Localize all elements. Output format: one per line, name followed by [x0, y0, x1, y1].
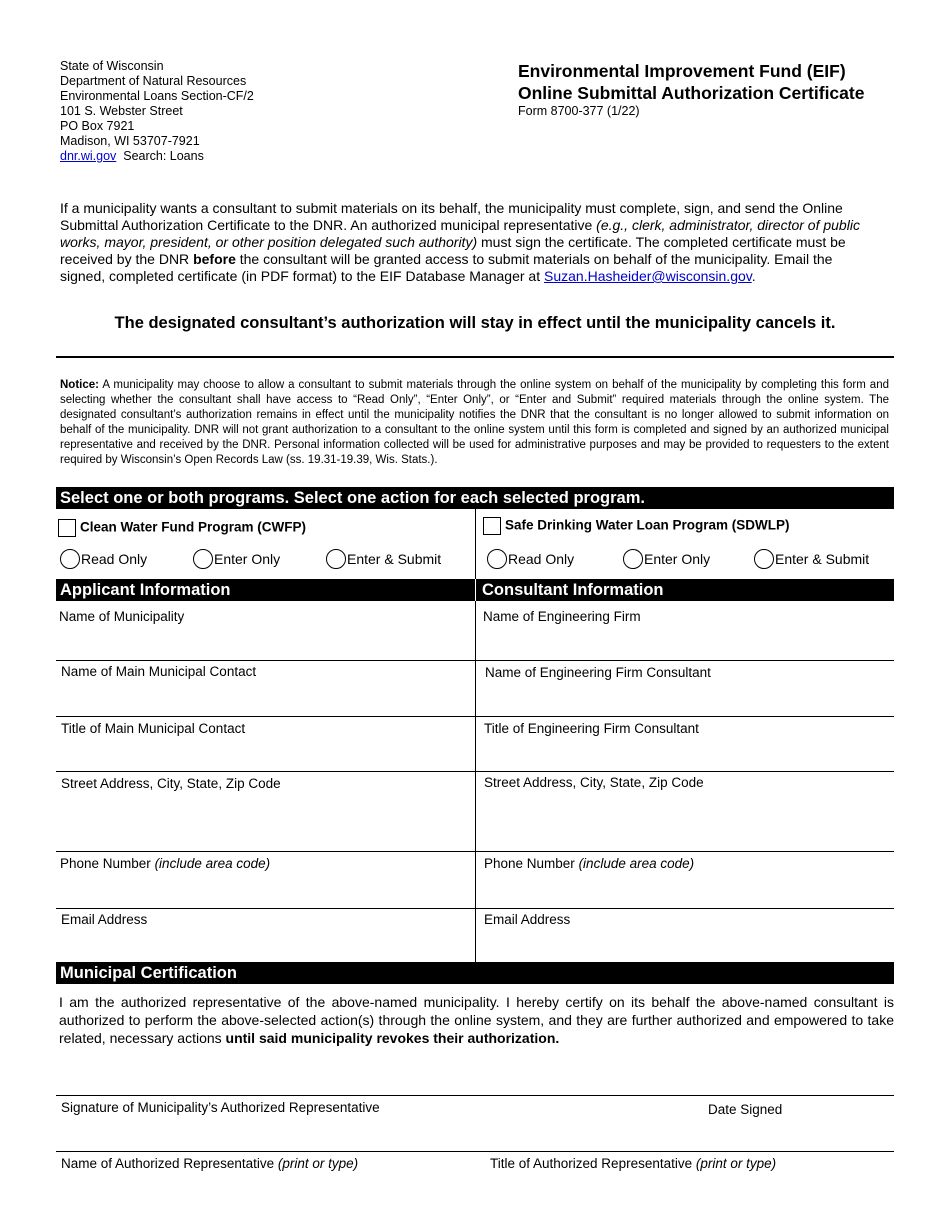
cwfp-checkbox[interactable]: [58, 519, 76, 537]
print-note: (print or type): [277, 1156, 359, 1171]
radio-circle[interactable]: [487, 549, 507, 569]
program-selection-header: Select one or both programs. Select one action for each selected program.: [56, 487, 894, 509]
email-link[interactable]: Suzan.Hasheider@wisconsin.gov: [544, 268, 752, 284]
date-signed-field[interactable]: Date Signed: [708, 1102, 783, 1117]
certification-body: I am the authorized representative of the above-named municipality. I hereby certify on its behalf the above-named consultant is authorized to perform the above-selected action(s) through the online system, and they are further authorized and empowered to take related, necessary actions: [59, 994, 894, 1046]
phone-note: (include area code): [154, 856, 271, 871]
applicant-address-field[interactable]: Street Address, City, State, Zip Code: [61, 776, 281, 791]
dnr-website-link[interactable]: dnr.wi.gov: [60, 149, 117, 163]
notice-paragraph: [60, 378, 889, 468]
name-line: [56, 1151, 894, 1152]
firm-consultant-name-field[interactable]: Name of Engineering Firm Consultant: [485, 665, 711, 680]
radio-label: Read Only: [508, 551, 575, 567]
radio-label: Enter Only: [644, 551, 711, 567]
form-number: Form 8700-377 (1/22): [518, 104, 640, 118]
form-title: [518, 60, 864, 104]
cwfp-enter-only-radio[interactable]: [193, 549, 280, 569]
radio-label: Read Only: [81, 551, 148, 567]
form-title-line1: Environmental Improvement Fund (EIF): [518, 61, 846, 81]
consultant-email-field[interactable]: Email Address: [484, 912, 571, 927]
sdwlp-option: [483, 517, 790, 535]
notice-label: Notice:: [60, 379, 99, 391]
consultant-address-field[interactable]: Street Address, City, State, Zip Code: [484, 775, 704, 790]
row-divider: [56, 716, 894, 717]
radio-circle[interactable]: [623, 549, 643, 569]
radio-label: Enter & Submit: [347, 551, 442, 567]
intro-bold: before: [193, 251, 236, 267]
row-divider: [56, 851, 894, 852]
phone-label: Phone Number: [484, 856, 579, 871]
firm-consultant-title-field[interactable]: Title of Engineering Firm Consultant: [484, 721, 699, 736]
cwfp-read-only-radio[interactable]: [60, 549, 147, 569]
consultant-info-header: Consultant Information: [476, 579, 894, 601]
row-divider: [56, 908, 894, 909]
phone-label: Phone Number: [60, 856, 155, 871]
address-line: Environmental Loans Section-CF/2: [60, 89, 254, 103]
signature-line: [56, 1095, 894, 1096]
intro-text: .: [751, 268, 756, 284]
radio-label: Enter & Submit: [775, 551, 870, 567]
intro-text: If a municipality wants a consultant to submit materials on its behalf, the municipality must complete, sign, and send the Online Submittal Authorization Certificate to the DNR. An authorized municipal representative: [60, 200, 843, 233]
municipality-name-field[interactable]: Name of Municipality: [59, 609, 185, 624]
sdwlp-enter-submit-radio[interactable]: [754, 549, 869, 569]
radio-circle[interactable]: [754, 549, 774, 569]
address-line: 101 S. Webster Street: [60, 104, 183, 118]
certification-text: [59, 993, 894, 1047]
sdwlp-enter-only-radio[interactable]: [623, 549, 710, 569]
name-label: Name of Authorized Representative: [61, 1156, 278, 1171]
form-title-line2: Online Submittal Authorization Certificate: [518, 83, 865, 103]
applicant-info-header: Applicant Information: [56, 579, 475, 601]
radio-circle[interactable]: [60, 549, 80, 569]
address-line: State of Wisconsin: [60, 59, 164, 73]
radio-label: Enter Only: [214, 551, 281, 567]
row-divider: [56, 771, 894, 772]
address-line: Madison, WI 53707-7921: [60, 134, 200, 148]
title-label: Title of Authorized Representative: [490, 1156, 696, 1171]
sdwlp-checkbox[interactable]: [483, 517, 501, 535]
cwfp-label: Clean Water Fund Program (CWFP): [80, 519, 307, 535]
row-divider: [56, 660, 894, 661]
phone-note: (include area code): [578, 856, 695, 871]
applicant-phone-field[interactable]: [60, 856, 270, 871]
intro-text: the consultant will be granted access to submit materials on behalf of the municipality. Email the signed, completed certificate (in PDF format) to the EIF Database Manager at: [60, 251, 833, 284]
certification-bold: until said municipality revokes their authorization.: [225, 1030, 560, 1046]
search-hint: Search: Loans: [116, 149, 204, 163]
agency-address: [60, 59, 254, 164]
main-contact-name-field[interactable]: Name of Main Municipal Contact: [61, 664, 257, 679]
consultant-phone-field[interactable]: [484, 856, 694, 871]
divider: [56, 356, 894, 358]
radio-circle[interactable]: [193, 549, 213, 569]
print-note: (print or type): [695, 1156, 777, 1171]
headline: The designated consultant’s authorization will stay in effect until the municipality cancels it.: [114, 314, 836, 332]
cwfp-option: [58, 519, 306, 537]
address-line: Department of Natural Resources: [60, 74, 247, 88]
representative-title-field[interactable]: [490, 1156, 776, 1171]
sdwlp-label: Safe Drinking Water Loan Program (SDWLP): [505, 517, 790, 533]
intro-paragraph: [60, 200, 880, 285]
sdwlp-read-only-radio[interactable]: [487, 549, 574, 569]
main-contact-title-field[interactable]: Title of Main Municipal Contact: [61, 721, 246, 736]
engineering-firm-field[interactable]: Name of Engineering Firm: [483, 609, 641, 624]
radio-circle[interactable]: [326, 549, 346, 569]
municipal-certification-header: Municipal Certification: [56, 962, 894, 984]
address-line: PO Box 7921: [60, 119, 135, 133]
intro-italic: (e.g., clerk, administrator, director of public works, mayor, president, or other position delegated such authority): [60, 217, 860, 250]
cwfp-enter-submit-radio[interactable]: [326, 549, 441, 569]
intro-text: must sign the certificate. The completed certificate must be received by the DNR: [60, 234, 846, 267]
signature-field[interactable]: Signature of Municipality’s Authorized Representative: [61, 1100, 380, 1115]
applicant-email-field[interactable]: Email Address: [61, 912, 148, 927]
representative-name-field[interactable]: [61, 1156, 358, 1171]
column-divider: [475, 509, 476, 579]
notice-text: A municipality may choose to allow a consultant to submit materials through the online system on behalf of the municipality by completing this form and selecting whether the consultant shall have access to “Read Only”, “Enter Only”, or “Enter and Submit” required materials through the online system. The designated consultant’s authorization remains in effect until the municipality notifies the DNR that the consultant is no longer allowed to submit information on behalf of the municipality. DNR will not grant authorization to a consultant to the online system until this form is completed and signed by an authorized municipal representative and received by the DNR. Personal information collected will be used for administrative purposes and may be provided to requesters to the extent required by Wisconsin’s Open Records Law (ss. 19.31-19.39, Wis. Stats.).: [60, 379, 889, 466]
